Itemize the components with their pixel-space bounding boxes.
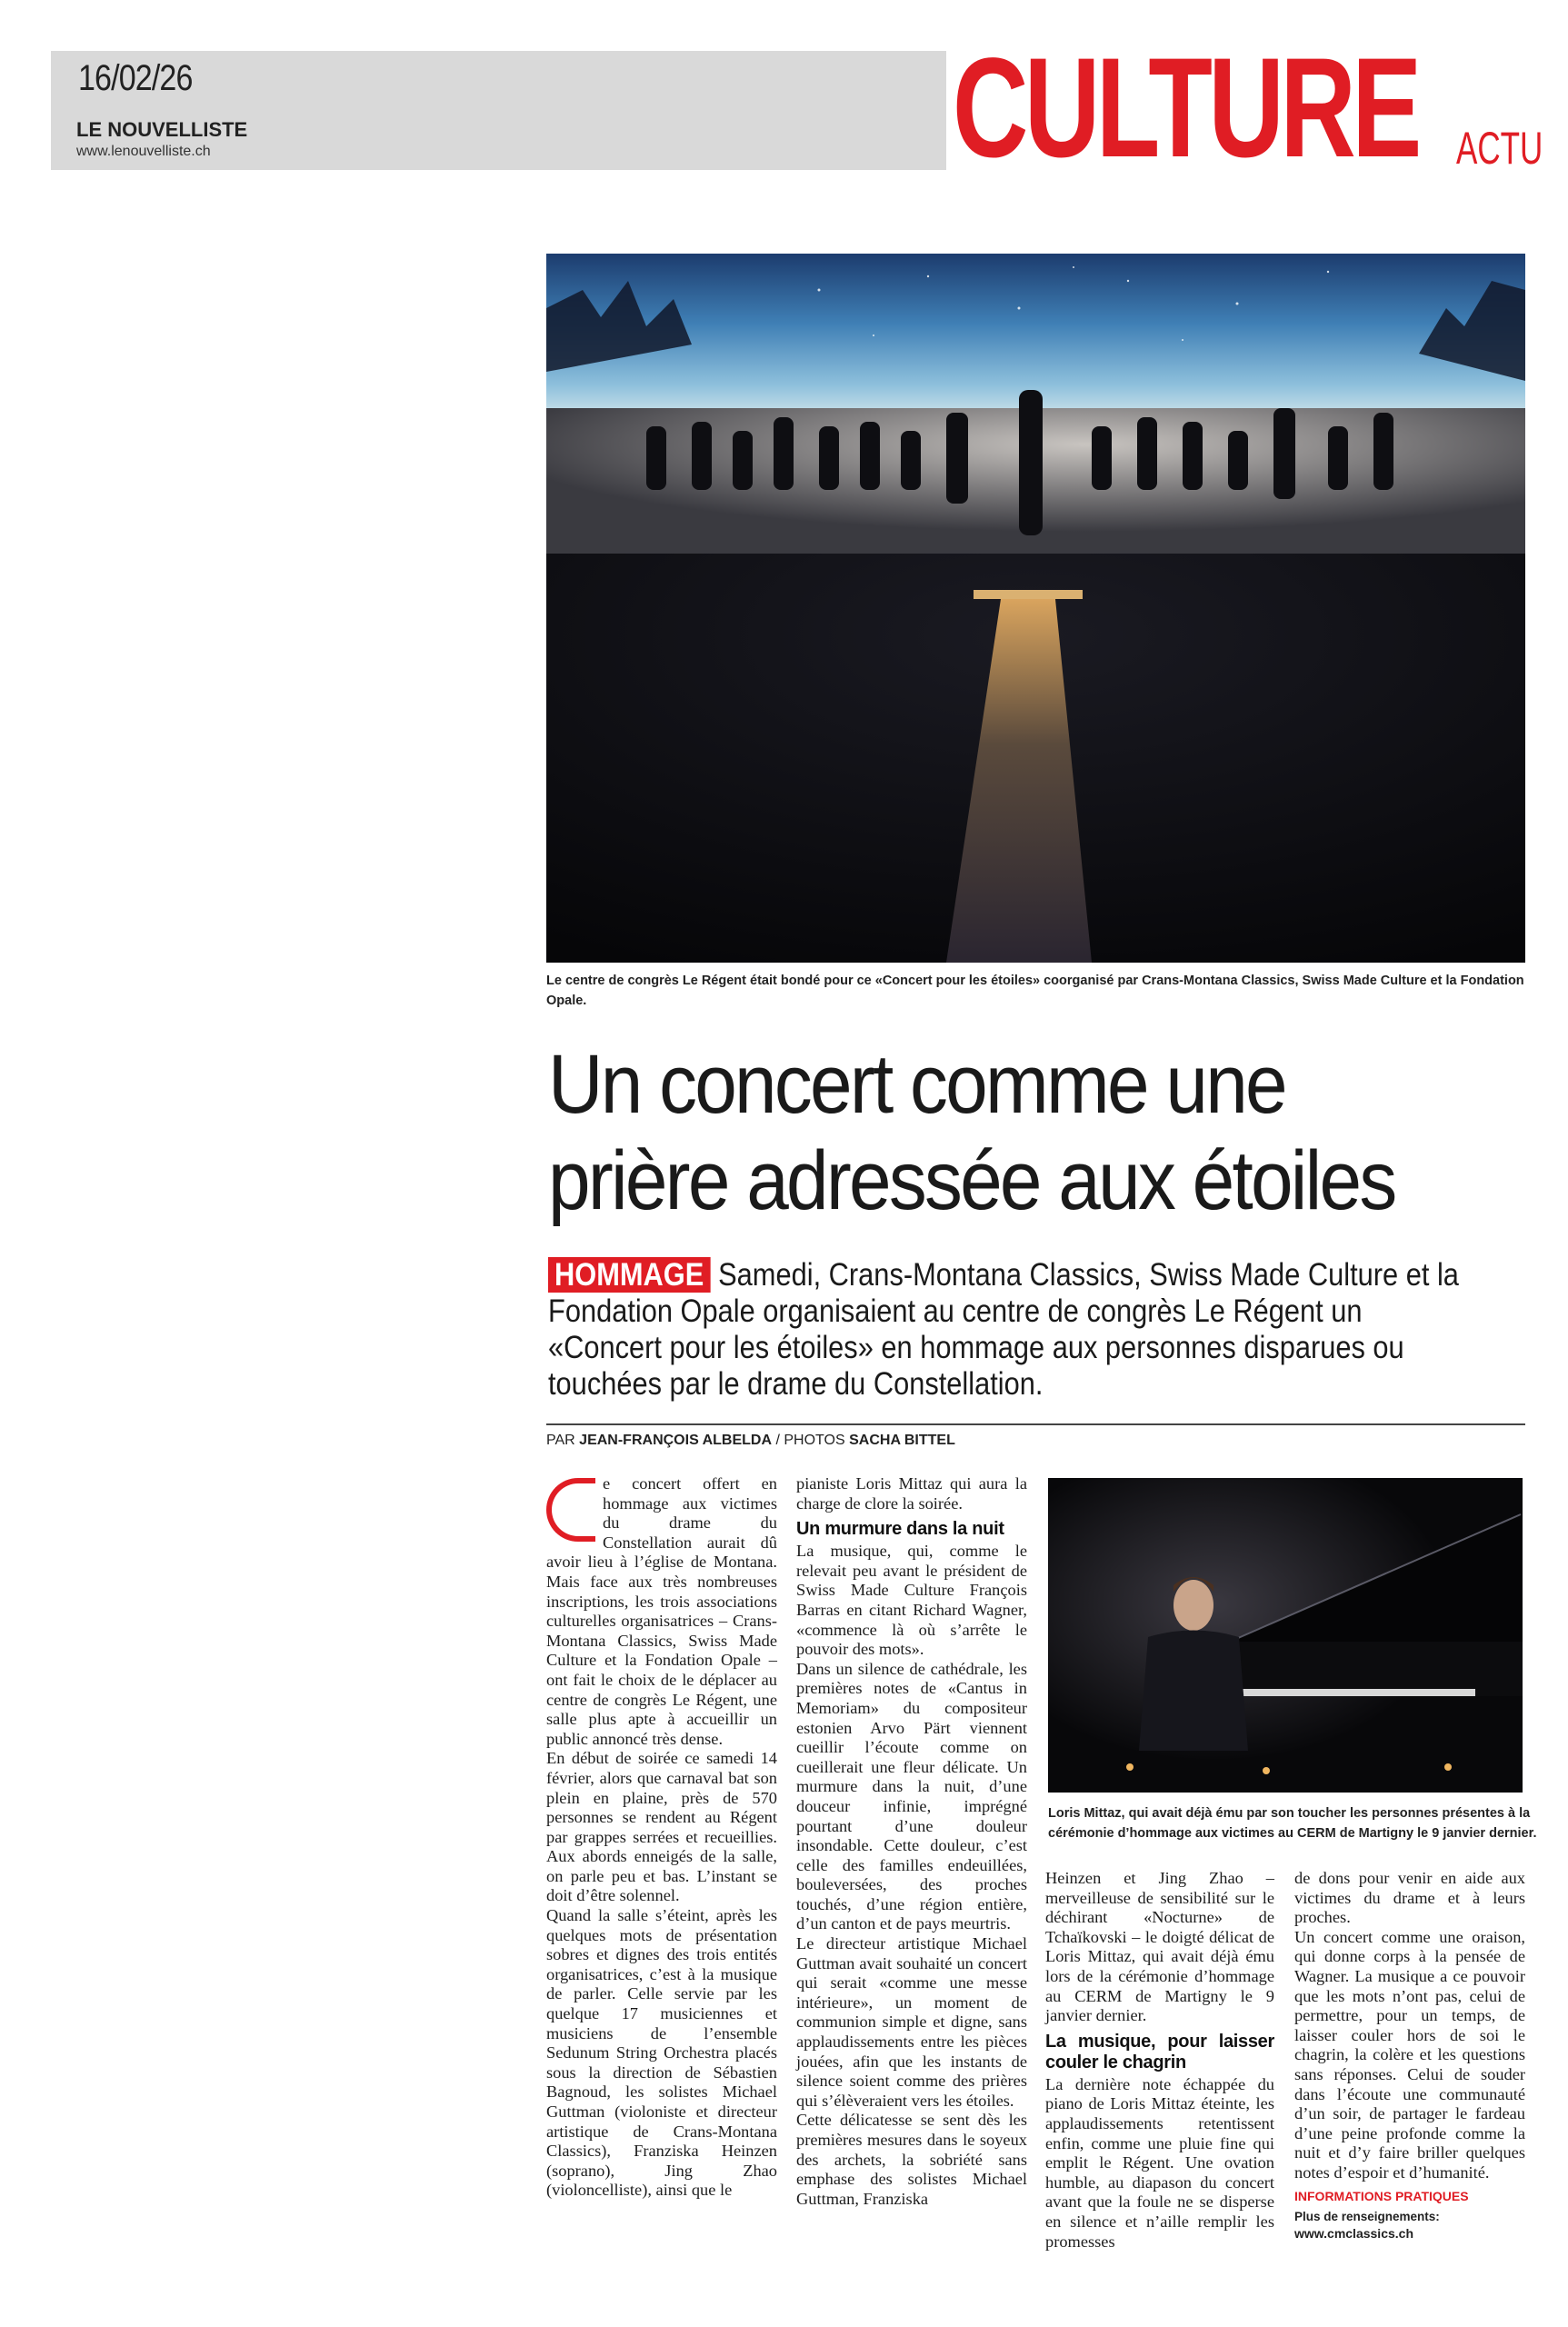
paragraph: Quand la salle s’éteint, après les quelques mots de présentation sobres et dignes des trois entités organisatrices, c’est à la musique de parler. Celle servie par les quelque 17 musiciennes et musiciens de l’ensemble Sedunum String Orchestra placés sous la direction de Sébastien Bagnoud, les solistes Michael Guttman (violoniste et directeur artistique de Crans-Montana Classics), Franziska Heinzen (soprano), Jing Zhao (violoncelliste), ainsi que le (546, 1906, 777, 2200)
lead-text: Samedi, Crans-Montana Classics, Swiss Made Culture et la Fondation Opale organisaient au centre de congrès Le Régent un «Concert pour les étoiles» en hommage aux personnes disparues ou touchées par le drame du Constellation. (548, 1257, 1459, 1402)
article-column-1 (546, 1474, 777, 2201)
paragraph: Heinzen et Jing Zhao – merveilleuse de sensibilité sur le déchirant «Nocturne» de Tchaïkovski – le doigté délicat de Loris Mittaz, qui avait déjà ému lors de la cérémonie d’hommage au CERM de Martigny le 9 janvier dernier. (1045, 1869, 1274, 2025)
main-photo-caption: Le centre de congrès Le Régent était bondé pour ce «Concert pour les étoiles» coorganisé par Crans-Montana Classics, Swiss Made Culture et la Fondation Opale. (546, 974, 1524, 1008)
paragraph: Cette délicatesse se sent dès les premières mesures dans le soyeux des archets, la sobriété sans emphase des solistes Michael Guttman, Franziska (796, 2111, 1027, 2208)
subheading-chagrin: La musique, pour laisser couler le chagrin (1045, 2031, 1274, 2072)
info-more-text: Plus de renseignements: (1294, 2210, 1440, 2224)
article-column-4 (1294, 1869, 1525, 2242)
paragraph: La dernière note échappée du piano de Loris Mittaz éteinte, les applaudissements retentissent enfin, comme une pluie fine qui emplit le Régent. Une ovation humble, au diapason du concert avant que la foule ne se disperse en silence et n’aille remplir les promesses (1045, 2074, 1274, 2251)
newspaper-name: LE NOUVELLISTE (76, 118, 248, 141)
paragraph: Le directeur artistique Michael Guttman avait souhaité un concert qui serait «comme une messe intérieure», un moment de communion simple et digne, sans applaudissements entre les pièces jouées, afin que les instants de silence soient comme des prières qui s’élèveraient vers les étoiles. (796, 1934, 1027, 2110)
byline-divider (546, 1423, 1525, 1425)
byline-par: PAR (546, 1433, 575, 1448)
pianist-photo (1048, 1478, 1523, 1793)
section-subtitle: ACTU (1456, 123, 1543, 174)
paragraph: Dans un silence de cathédrale, les premières notes de «Cantus in Memoriam» du compositeur estonien Arvo Pärt viennent cueillir l’écoute comme on cueillerait une fleur délicate. Un murmure dans la nuit, d’une douceur infinie, imprégné pourtant d’une douleur insondable. Cette douleur, c’est celle des familles endeuillées, bouleversées, des proches touchés, d’une région entière, d’un canton et de pays meurtris. (796, 1659, 1027, 1933)
pianist-photo-caption: Loris Mittaz, qui avait déjà ému par son toucher les personnes présentes à la cérémonie d’hommage aux victimes au CERM de Martigny le 9 janvier dernier. (1048, 1806, 1537, 1841)
info-url-link[interactable]: www.cmclassics.ch (1294, 2226, 1413, 2242)
author-name: JEAN-FRANÇOIS ALBELDA (579, 1433, 773, 1448)
paragraph: pianiste Loris Mittaz qui aura la charge de clore la soirée. (796, 1474, 1027, 1513)
paragraph: La musique, qui, comme le relevait peu avant le président de Swiss Made Culture François Barras en citant Richard Wagner, «commence là où s’arrête le pouvoir des mots». (796, 1542, 1027, 1659)
byline-photos: / PHOTOS (775, 1433, 845, 1448)
article-column-3 (1045, 1869, 1274, 2252)
headline-line-1: Un concert comme une (548, 1038, 1285, 1131)
info-label: INFORMATIONS PRATIQUES (1294, 2188, 1469, 2203)
newspaper-url[interactable]: www.lenouvelliste.ch (76, 144, 211, 159)
headline-line-2: prière adressée aux étoiles (548, 1134, 1395, 1227)
issue-date: 16/02/26 (78, 58, 193, 98)
paragraph: de dons pour venir en aide aux victimes du drame et à leurs proches. (1294, 1869, 1525, 1927)
photographer-name: SACHA BITTEL (849, 1433, 955, 1448)
section-tag: HOMMAGE (548, 1257, 710, 1293)
paragraph: Un concert comme une oraison, qui donne corps à la pensée de Wagner. La musique a ce pouvoir que les mots n’ont pas, celui de permettre, pour un temps, de laisser couler hors de soi le chagrin, la colère et les questions sans réponses. Celui de souder dans l’écoute une communauté d’un soir, de partager le fardeau d’une peine profonde comme la nuit et d’y faire briller quelques notes d’espoir et d’humanité. (1294, 1927, 1525, 2182)
section-title: CULTURE (953, 29, 1418, 187)
subheading-murmure: Un murmure dans la nuit (796, 1519, 1004, 1540)
article-column-2 (796, 1474, 1027, 2209)
concert-hall-illustration (546, 254, 1525, 963)
paragraph: En début de soirée ce samedi 14 février, alors que carnaval bat son plein en plaine, près de 570 personnes se rendent au Régent par grappes serrées et recueillies. Aux abords enneigés de la salle, on parle peu et bas. L’instant se doit d’être solennel. (546, 1749, 777, 1905)
article-lead (548, 1257, 1476, 1403)
concert-hall-photo (546, 254, 1525, 963)
pianist-illustration (1048, 1478, 1523, 1793)
article-headline (548, 1036, 1458, 1229)
byline (546, 1433, 955, 1449)
paragraph: e concert offert en hommage aux victimes du drame du Constellation aurait dû avoir lieu à l’église de Montana. Mais face aux très nombreuses inscriptions, les trois associations culturelles organisatrices – Crans-Montana Classics, Swiss Made Culture et la Fondation Opale – ont fait le choix de le déplacer au centre de congrès Le Régent, une salle plus apte à accueillir un public annoncé très dense. (546, 1474, 777, 1748)
